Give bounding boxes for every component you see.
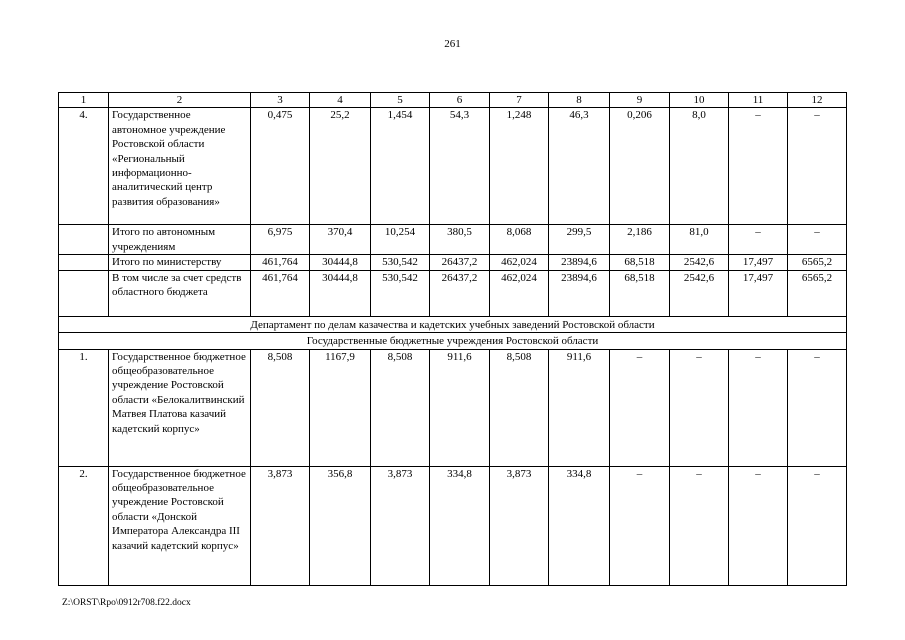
value-cell: 10,254	[371, 225, 430, 255]
column-number-cell: 8	[549, 93, 610, 108]
value-cell: –	[788, 225, 847, 255]
budget-table	[58, 92, 847, 586]
value-cell: 6565,2	[788, 270, 847, 316]
value-cell: 17,497	[729, 255, 788, 270]
section-row	[59, 333, 847, 349]
value-cell: –	[729, 108, 788, 225]
value-cell: 17,497	[729, 270, 788, 316]
value-cell: 334,8	[430, 466, 490, 585]
institution-name-cell: Государственное бюджетное общеобразовательное учреждение Ростовской области «Донской Императора Александра III казачий кадетский корпус»	[109, 466, 251, 585]
value-cell: 462,024	[490, 255, 549, 270]
table-row	[59, 349, 847, 466]
value-cell: 8,068	[490, 225, 549, 255]
column-number-cell: 11	[729, 93, 788, 108]
value-cell: 8,508	[371, 349, 430, 466]
column-number-cell: 4	[310, 93, 371, 108]
value-cell: 30444,8	[310, 270, 371, 316]
section-row	[59, 316, 847, 332]
value-cell: 2,186	[610, 225, 670, 255]
value-cell: 911,6	[549, 349, 610, 466]
column-number-cell: 2	[109, 93, 251, 108]
value-cell: 462,024	[490, 270, 549, 316]
column-number-cell: 9	[610, 93, 670, 108]
institution-name-cell: Итого по министерству	[109, 255, 251, 270]
value-cell: –	[788, 349, 847, 466]
row-number-cell	[59, 255, 109, 270]
institution-name-cell: Итого по автономным учреждениям	[109, 225, 251, 255]
value-cell: –	[788, 108, 847, 225]
value-cell: 25,2	[310, 108, 371, 225]
table-row	[59, 270, 847, 316]
column-number-cell: 7	[490, 93, 549, 108]
value-cell: 23894,6	[549, 255, 610, 270]
value-cell: 68,518	[610, 255, 670, 270]
column-number-cell: 10	[670, 93, 729, 108]
value-cell: –	[670, 349, 729, 466]
value-cell: 81,0	[670, 225, 729, 255]
value-cell: 6565,2	[788, 255, 847, 270]
row-number-cell: 2.	[59, 466, 109, 585]
column-number-cell: 3	[251, 93, 310, 108]
table-row	[59, 108, 847, 225]
value-cell: –	[729, 349, 788, 466]
value-cell: 26437,2	[430, 270, 490, 316]
value-cell: 911,6	[430, 349, 490, 466]
column-number-cell: 6	[430, 93, 490, 108]
value-cell: 23894,6	[549, 270, 610, 316]
column-number-cell: 1	[59, 93, 109, 108]
footer-file-path: Z:\ORST\Rpo\0912r708.f22.docx	[62, 598, 191, 608]
section-title-department: Департамент по делам казачества и кадетских учебных заведений Ростовской области	[59, 316, 847, 332]
table-body	[59, 93, 847, 586]
row-number-cell: 1.	[59, 349, 109, 466]
value-cell: 30444,8	[310, 255, 371, 270]
row-number-cell	[59, 270, 109, 316]
table-row	[59, 466, 847, 585]
column-number-cell: 5	[371, 93, 430, 108]
value-cell: 3,873	[251, 466, 310, 585]
institution-name-cell: Государственное бюджетное общеобразовательное учреждение Ростовской области «Белокалитвинский Матвея Платова казачий кадетский корпус»	[109, 349, 251, 466]
value-cell: 1,248	[490, 108, 549, 225]
value-cell: 2542,6	[670, 270, 729, 316]
value-cell: 530,542	[371, 270, 430, 316]
row-number-cell: 4.	[59, 108, 109, 225]
page-number: 261	[444, 38, 461, 50]
value-cell: 3,873	[490, 466, 549, 585]
section-title-institutions: Государственные бюджетные учреждения Ростовской области	[59, 333, 847, 349]
column-number-cell: 12	[788, 93, 847, 108]
value-cell: –	[729, 225, 788, 255]
table-row	[59, 255, 847, 270]
value-cell: –	[729, 466, 788, 585]
value-cell: 8,508	[251, 349, 310, 466]
value-cell: 380,5	[430, 225, 490, 255]
value-cell: –	[610, 349, 670, 466]
value-cell: 8,0	[670, 108, 729, 225]
value-cell: –	[788, 466, 847, 585]
value-cell: 26437,2	[430, 255, 490, 270]
value-cell: 370,4	[310, 225, 371, 255]
value-cell: 54,3	[430, 108, 490, 225]
value-cell: 461,764	[251, 255, 310, 270]
value-cell: 2542,6	[670, 255, 729, 270]
value-cell: 6,975	[251, 225, 310, 255]
value-cell: 68,518	[610, 270, 670, 316]
value-cell: 1167,9	[310, 349, 371, 466]
institution-name-cell: Государственное автономное учреждение Ростовской области «Региональный информационно-аналитический центр развития образования»	[109, 108, 251, 225]
value-cell: 299,5	[549, 225, 610, 255]
value-cell: 8,508	[490, 349, 549, 466]
institution-name-cell: В том числе за счет средств областного бюджета	[109, 270, 251, 316]
value-cell: 530,542	[371, 255, 430, 270]
value-cell: 0,206	[610, 108, 670, 225]
value-cell: 46,3	[549, 108, 610, 225]
value-cell: –	[670, 466, 729, 585]
column-number-row	[59, 93, 847, 108]
value-cell: 1,454	[371, 108, 430, 225]
value-cell: 3,873	[371, 466, 430, 585]
row-number-cell	[59, 225, 109, 255]
table-row	[59, 225, 847, 255]
value-cell: 0,475	[251, 108, 310, 225]
value-cell: 461,764	[251, 270, 310, 316]
value-cell: –	[610, 466, 670, 585]
value-cell: 356,8	[310, 466, 371, 585]
value-cell: 334,8	[549, 466, 610, 585]
